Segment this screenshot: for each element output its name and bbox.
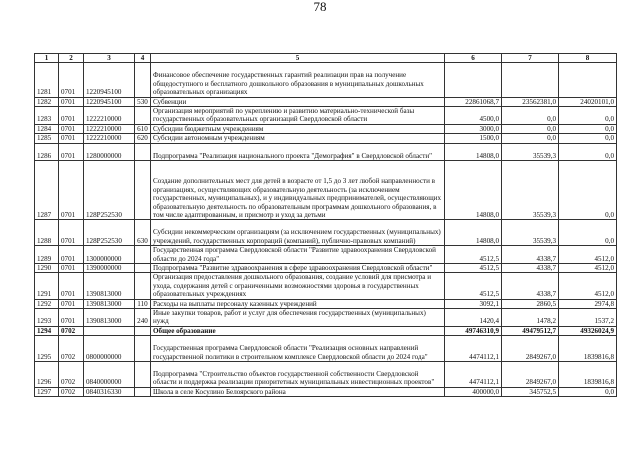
row-number-cell: 1291 — [35, 273, 59, 299]
amount-2022-cell: 14808,0 — [445, 161, 502, 220]
amount-2022-cell: 22861068,7 — [445, 97, 502, 106]
section-code-cell: 0702 — [59, 326, 84, 335]
table-row — [35, 220, 617, 246]
column-header: 3 — [84, 54, 135, 63]
section-code-cell: 0701 — [59, 273, 84, 299]
table-row — [35, 336, 617, 362]
target-article-cell: 1220945100 — [84, 97, 135, 106]
budget-table — [34, 53, 617, 397]
expense-type-cell: 110 — [135, 299, 151, 308]
row-number-cell: 1288 — [35, 220, 59, 246]
amount-2024-cell: 1537,2 — [559, 309, 617, 327]
section-code-cell: 0701 — [59, 134, 84, 143]
item-name-cell: Подпрограмма "Строительство объектов государственной собственности Свердловской области и поддержка реализации приоритетных муниципальных инвестиционных проектов" — [151, 362, 445, 388]
expense-type-cell — [135, 336, 151, 362]
item-name-cell: Субвенции — [151, 97, 445, 106]
amount-2022-cell: 14808,0 — [445, 143, 502, 160]
amount-2024-cell: 49326024,9 — [559, 326, 617, 335]
target-article-cell: 1300000000 — [84, 246, 135, 264]
row-number-cell: 1296 — [35, 362, 59, 388]
column-header: 1 — [35, 54, 59, 63]
amount-2023-cell: 23562381,0 — [502, 97, 559, 106]
item-name-cell: Государственная программа Свердловской области "Развитие здравоохранения Свердловской области до 2024 года" — [151, 246, 445, 264]
target-article-cell: 1222210000 — [84, 134, 135, 143]
table-row — [35, 309, 617, 327]
item-name-cell: Подпрограмма "Развитие здравоохранения в сфере здравоохранения Свердловской области" — [151, 264, 445, 273]
section-code-cell: 0702 — [59, 362, 84, 388]
item-name-cell: Школа в селе Косулино Белоярского района — [151, 387, 445, 396]
table-row — [35, 326, 617, 335]
amount-2024-cell: 0,0 — [559, 387, 617, 396]
amount-2023-cell — [502, 63, 559, 97]
section-code-cell: 0701 — [59, 97, 84, 106]
row-number-cell: 1282 — [35, 97, 59, 106]
row-number-cell: 1284 — [35, 124, 59, 133]
target-article-cell: 128P252530 — [84, 220, 135, 246]
amount-2024-cell: 4512,0 — [559, 246, 617, 264]
expense-type-cell: 610 — [135, 124, 151, 133]
target-article-cell: 128P252530 — [84, 161, 135, 220]
item-name-cell: Общее образование — [151, 326, 445, 335]
item-name-cell: Подпрограмма "Реализация национального проекта "Демография" в Свердловской области" — [151, 143, 445, 160]
amount-2024-cell: 4512,0 — [559, 264, 617, 273]
amount-2023-cell: 0,0 — [502, 124, 559, 133]
item-name-cell: Субсидии автономным учреждениям — [151, 134, 445, 143]
amount-2024-cell: 0,0 — [559, 143, 617, 160]
section-code-cell: 0702 — [59, 336, 84, 362]
expense-type-cell — [135, 362, 151, 388]
amount-2022-cell: 400000,0 — [445, 387, 502, 396]
amount-2024-cell: 0,0 — [559, 107, 617, 125]
table-row — [35, 246, 617, 264]
table-row — [35, 161, 617, 220]
amount-2022-cell: 4474112,1 — [445, 336, 502, 362]
amount-2024-cell: 2974,8 — [559, 299, 617, 308]
amount-2023-cell: 35539,3 — [502, 161, 559, 220]
expense-type-cell — [135, 143, 151, 160]
table-row — [35, 63, 617, 97]
expense-type-cell — [135, 326, 151, 335]
section-code-cell: 0701 — [59, 299, 84, 308]
expense-type-cell: 620 — [135, 134, 151, 143]
table-row — [35, 387, 617, 396]
amount-2024-cell: 0,0 — [559, 161, 617, 220]
amount-2024-cell: 1839816,8 — [559, 362, 617, 388]
table-body — [35, 63, 617, 397]
column-header: 2 — [59, 54, 84, 63]
amount-2022-cell: 3000,0 — [445, 124, 502, 133]
target-article-cell: 0840316330 — [84, 387, 135, 396]
row-number-cell: 1294 — [35, 326, 59, 335]
amount-2023-cell: 49479512,7 — [502, 326, 559, 335]
section-code-cell: 0701 — [59, 107, 84, 125]
amount-2023-cell: 35539,3 — [502, 220, 559, 246]
amount-2022-cell: 1500,0 — [445, 134, 502, 143]
item-name-cell: Финансовое обеспечение государственных гарантий реализации прав на получение общедоступного и бесплатного дошкольного образования в муниципальных дошкольных образовательных организациях — [151, 63, 445, 97]
row-number-cell: 1283 — [35, 107, 59, 125]
section-code-cell: 0701 — [59, 246, 84, 264]
target-article-cell: 1280000000 — [84, 143, 135, 160]
page-number: 78 — [313, 0, 327, 14]
amount-2022-cell: 4512,5 — [445, 273, 502, 299]
column-header: 7 — [502, 54, 559, 63]
amount-2024-cell — [559, 63, 617, 97]
section-code-cell: 0701 — [59, 161, 84, 220]
table-row — [35, 143, 617, 160]
section-code-cell: 0701 — [59, 63, 84, 97]
item-name-cell: Субсидии некоммерческим организациям (за исключением государственных (муниципальных) учреждений, государственных корпораций (компаний), публично-правовых компаний) — [151, 220, 445, 246]
table-row — [35, 362, 617, 388]
section-code-cell: 0701 — [59, 264, 84, 273]
section-code-cell: 0701 — [59, 309, 84, 327]
row-number-cell: 1285 — [35, 134, 59, 143]
expense-type-cell — [135, 161, 151, 220]
row-number-cell: 1293 — [35, 309, 59, 327]
amount-2022-cell: 3092,1 — [445, 299, 502, 308]
table-row — [35, 264, 617, 273]
target-article-cell: 1390813000 — [84, 273, 135, 299]
section-code-cell: 0701 — [59, 143, 84, 160]
target-article-cell: 1390000000 — [84, 264, 135, 273]
row-number-cell: 1286 — [35, 143, 59, 160]
target-article-cell: 1222210000 — [84, 107, 135, 125]
amount-2022-cell: 1420,4 — [445, 309, 502, 327]
target-article-cell: 0800000000 — [84, 336, 135, 362]
expense-type-cell: 630 — [135, 220, 151, 246]
section-code-cell: 0702 — [59, 387, 84, 396]
amount-2022-cell — [445, 63, 502, 97]
row-number-cell: 1292 — [35, 299, 59, 308]
row-number-cell: 1295 — [35, 336, 59, 362]
item-name-cell: Иные закупки товаров, работ и услуг для обеспечения государственных (муниципальных) нужд — [151, 309, 445, 327]
amount-2022-cell: 4500,0 — [445, 107, 502, 125]
amount-2023-cell: 35539,3 — [502, 143, 559, 160]
target-article-cell: 0840000000 — [84, 362, 135, 388]
column-header: 5 — [151, 54, 445, 63]
table-header-row — [35, 54, 617, 63]
expense-type-cell — [135, 264, 151, 273]
row-number-cell: 1281 — [35, 63, 59, 97]
amount-2022-cell: 14808,0 — [445, 220, 502, 246]
expense-type-cell: 240 — [135, 309, 151, 327]
column-header: 6 — [445, 54, 502, 63]
amount-2023-cell: 2849267,0 — [502, 362, 559, 388]
amount-2022-cell: 4512,5 — [445, 264, 502, 273]
amount-2024-cell: 24020101,0 — [559, 97, 617, 106]
amount-2023-cell: 1478,2 — [502, 309, 559, 327]
table-row — [35, 134, 617, 143]
target-article-cell: 1390813000 — [84, 309, 135, 327]
row-number-cell: 1297 — [35, 387, 59, 396]
expense-type-cell — [135, 246, 151, 264]
amount-2023-cell: 4338,7 — [502, 273, 559, 299]
target-article-cell: 1220945100 — [84, 63, 135, 97]
expense-type-cell — [135, 387, 151, 396]
expense-type-cell — [135, 107, 151, 125]
expense-type-cell: 530 — [135, 97, 151, 106]
amount-2023-cell: 4338,7 — [502, 264, 559, 273]
column-header: 4 — [135, 54, 151, 63]
amount-2024-cell: 0,0 — [559, 134, 617, 143]
target-article-cell — [84, 326, 135, 335]
amount-2024-cell: 4512,0 — [559, 273, 617, 299]
amount-2023-cell: 4338,7 — [502, 246, 559, 264]
expense-type-cell — [135, 273, 151, 299]
amount-2022-cell: 4512,5 — [445, 246, 502, 264]
table-row — [35, 107, 617, 125]
expense-type-cell — [135, 63, 151, 97]
section-code-cell: 0701 — [59, 124, 84, 133]
item-name-cell: Расходы на выплаты персоналу казенных учреждений — [151, 299, 445, 308]
column-header: 8 — [559, 54, 617, 63]
target-article-cell: 1390813000 — [84, 299, 135, 308]
amount-2023-cell: 0,0 — [502, 107, 559, 125]
amount-2023-cell: 2849267,0 — [502, 336, 559, 362]
table-row — [35, 97, 617, 106]
amount-2023-cell: 345752,5 — [502, 387, 559, 396]
target-article-cell: 1222210000 — [84, 124, 135, 133]
item-name-cell: Создание дополнительных мест для детей в возрасте от 1,5 до 3 лет любой направленности в организациях, осуществляющих образовательную деятельность (за исключением государственных, муниципальных), и у индивидуальных предпринимателей, осуществляющих образовательную деятельность по образовательным программам дошкольного образования, в том числе адаптированным, и присмотр и уход за детьми — [151, 161, 445, 220]
item-name-cell: Организация предоставления дошкольного образования, создание условий для присмотра и ухода, содержания детей с ограниченными возможностями здоровья в государственных образовательных учреждениях — [151, 273, 445, 299]
amount-2022-cell: 49746310,9 — [445, 326, 502, 335]
item-name-cell: Субсидии бюджетным учреждениям — [151, 124, 445, 133]
amount-2023-cell: 2860,5 — [502, 299, 559, 308]
row-number-cell: 1287 — [35, 161, 59, 220]
section-code-cell: 0701 — [59, 220, 84, 246]
amount-2023-cell: 0,0 — [502, 134, 559, 143]
item-name-cell: Организация мероприятий по укреплению и развитию материально-технической базы государственных образовательных организаций Свердловской области — [151, 107, 445, 125]
amount-2024-cell: 1839816,8 — [559, 336, 617, 362]
table-row — [35, 124, 617, 133]
table-row — [35, 299, 617, 308]
amount-2022-cell: 4474112,1 — [445, 362, 502, 388]
amount-2024-cell: 0,0 — [559, 220, 617, 246]
row-number-cell: 1290 — [35, 264, 59, 273]
table-row — [35, 273, 617, 299]
amount-2024-cell: 0,0 — [559, 124, 617, 133]
row-number-cell: 1289 — [35, 246, 59, 264]
item-name-cell: Государственная программа Свердловской области "Реализация основных направлений государственной политики в строительном комплексе Свердловской области до 2024 года" — [151, 336, 445, 362]
